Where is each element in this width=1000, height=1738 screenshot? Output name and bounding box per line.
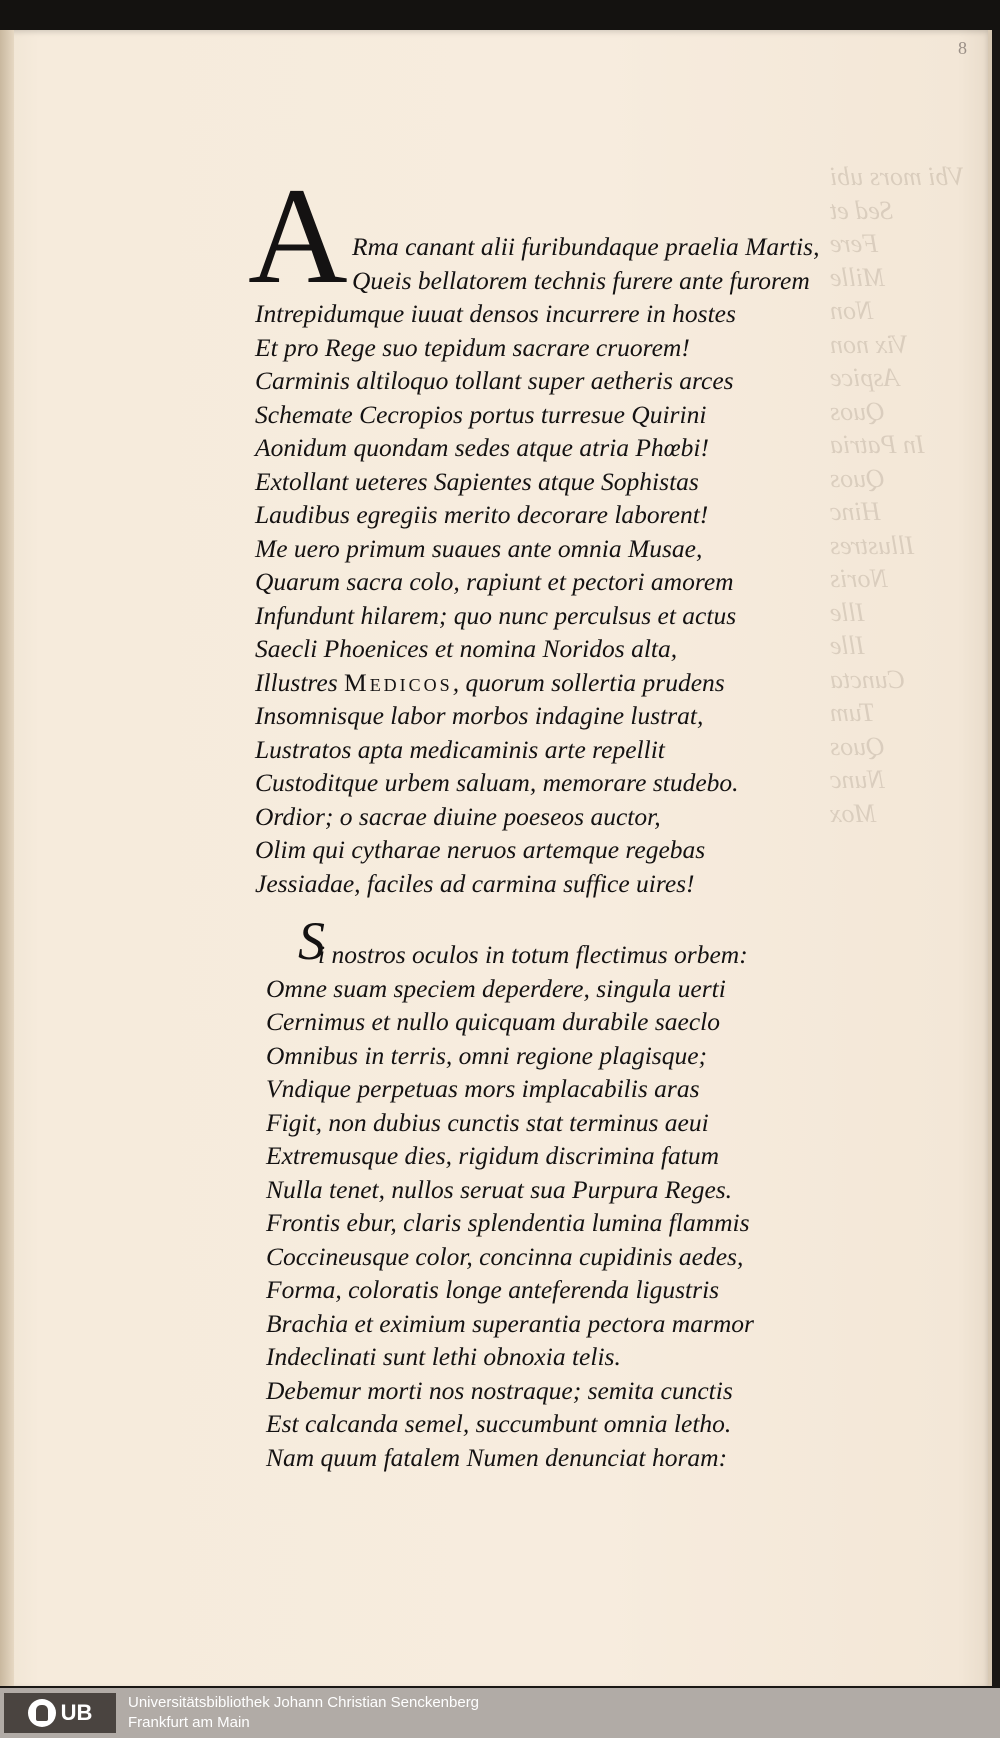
verse-line: Me uero primum suaues ante omnia Musae, xyxy=(255,533,703,563)
stanza-one xyxy=(255,230,819,900)
verse-line: Extremusque dies, rigidum discrimina fatum xyxy=(266,1141,720,1170)
verse-line: Intrepidumque iuuat densos incurrere in hostes xyxy=(255,299,736,328)
bleed-through-text: Vbi mors ubi Sed et Fere Mille Non Vix non Aspice Quos In Patria Quos Hinc Illustres Noris Ille Ille Cuncta Tum Quos Nunc Mox xyxy=(830,162,965,828)
verse-segment: Illustres xyxy=(255,667,338,697)
library-logo[interactable] xyxy=(4,1693,116,1733)
stanza-initial: S xyxy=(298,911,325,971)
verse-line: Cernimus et nullo quicquam durabile saeclo xyxy=(266,1007,720,1036)
verse-line: Nam quum fatalem Numen denunciat horam: xyxy=(266,1442,728,1472)
verse-line: Laudibus egregiis merito decorare laborent! xyxy=(255,500,709,529)
folio-number: 8 xyxy=(958,38,967,58)
stanza-two xyxy=(266,938,754,1474)
verse-line: Jessiadae, faciles ad carmina suffice uires! xyxy=(255,868,695,898)
verse-line: i nostros oculos in totum flectimus orbem: xyxy=(318,940,748,969)
verse-line: Est calcanda semel, succumbunt omnia letho. xyxy=(266,1409,732,1438)
verse-line: Vndique perpetuas mors implacabilis aras xyxy=(266,1074,700,1103)
verse-line: Custoditque urbem saluam, memorare studebo. xyxy=(255,768,739,797)
verse-line: Insomnisque labor morbos indagine lustrat, xyxy=(255,701,704,730)
verse-line: Olim qui cytharae neruos artemque regebas xyxy=(255,835,706,864)
verse-line: Forma, coloratis longe anteferenda ligustris xyxy=(266,1275,720,1304)
verse-line: Lustratos apta medicaminis arte repellit xyxy=(255,734,665,764)
verse-line: Omne suam speciem deperdere, singula uerti xyxy=(266,973,726,1003)
verse-line: Quarum sacra colo, rapiunt et pectori amorem xyxy=(255,567,734,596)
seal-icon xyxy=(28,1699,56,1727)
library-footer xyxy=(0,1688,1000,1738)
verse-line: Ordior; o sacrae diuine poeseos auctor, xyxy=(255,801,661,831)
scan-background xyxy=(0,0,1000,30)
verse-line: Debemur morti nos nostraque; semita cunctis xyxy=(266,1375,733,1405)
drop-cap-initial: A xyxy=(248,159,348,312)
verse-line: Aonidum quondam sedes atque atria Phœbi! xyxy=(255,433,710,462)
verse-line xyxy=(255,666,819,700)
medicos-smallcaps: Medicos xyxy=(344,667,453,697)
library-city: Frankfurt am Main xyxy=(128,1714,250,1731)
verse-segment: , quorum sollertia prudens xyxy=(452,667,725,697)
verse-line: Frontis ebur, claris splendentia lumina flammis xyxy=(266,1208,750,1237)
verse-line: Figit, non dubius cunctis stat terminus aeui xyxy=(266,1107,709,1137)
verse-line: Omnibus in terris, omni regione plagisque; xyxy=(266,1040,708,1070)
verse-line: Indeclinati sunt lethi obnoxia telis. xyxy=(266,1342,621,1371)
verse-line: Schemate Cecropios portus turresue Quirini xyxy=(255,399,707,429)
logo-text: UB xyxy=(60,1700,93,1725)
footer-text-block xyxy=(128,1693,479,1733)
library-name: Universitätsbibliothek Johann Christian Senckenberg xyxy=(128,1694,480,1711)
verse-line: Coccineusque color, concinna cupidinis aedes, xyxy=(266,1241,744,1271)
verse-line: Queis bellatorem technis furere ante furorem xyxy=(352,265,810,295)
verse-line: Brachia et eximium superantia pectora marmor xyxy=(266,1308,754,1338)
verse-line: Rma canant alii furibundaque praelia Martis, xyxy=(352,232,820,261)
verse-line: Nulla tenet, nullos seruat sua Purpura Reges. xyxy=(266,1174,733,1204)
page-gutter xyxy=(0,30,14,1686)
verse-line: Saecli Phoenices et nomina Noridos alta, xyxy=(255,634,678,663)
verse-line: Infundunt hilarem; quo nunc perculsus et actus xyxy=(255,600,737,630)
verse-line: Et pro Rege suo tepidum sacrare cruorem! xyxy=(255,332,690,362)
verse-line: Extollant ueteres Sapientes atque Sophistas xyxy=(255,466,699,496)
verse-line: Carminis altiloquo tollant super aetheris arces xyxy=(255,366,734,395)
